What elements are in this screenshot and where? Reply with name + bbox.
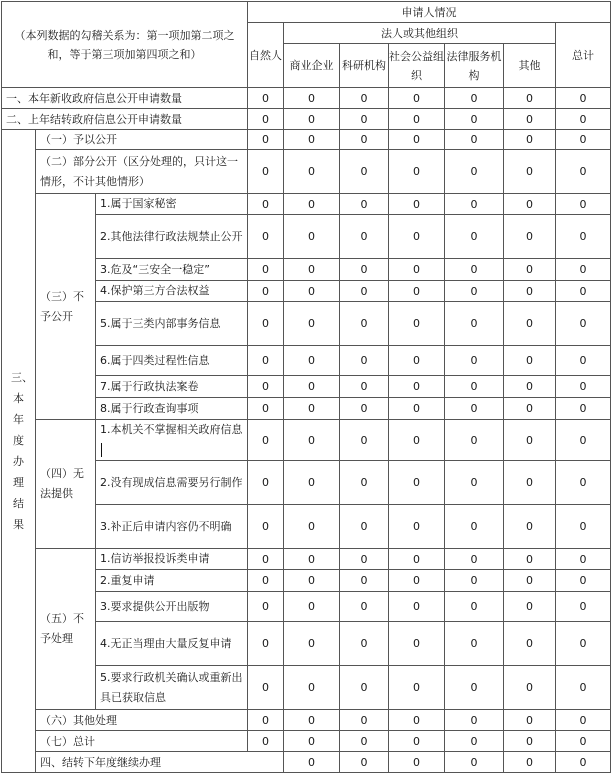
- header-applicant-situation: 申请人情况: [248, 2, 611, 23]
- value-cell: 0: [504, 109, 556, 130]
- value-cell: 0: [389, 622, 445, 666]
- header-commercial: 商业企业: [284, 44, 340, 88]
- value-cell: 0: [340, 346, 389, 376]
- value-cell: 0: [556, 710, 611, 731]
- value-cell: 0: [340, 109, 389, 130]
- value-cell: 0: [556, 302, 611, 346]
- value-cell: 0: [389, 259, 445, 281]
- value-cell: 0: [556, 150, 611, 194]
- row-label: 4.无正当理由大量反复申请: [96, 622, 248, 666]
- value-cell: 0: [389, 346, 445, 376]
- value-cell: 0: [445, 376, 504, 398]
- table-row: [2, 88, 611, 109]
- value-cell: 0: [340, 376, 389, 398]
- table-row: [2, 731, 611, 752]
- value-cell: 0: [504, 710, 556, 731]
- value-cell: 0: [248, 259, 284, 281]
- value-cell: 0: [445, 150, 504, 194]
- value-cell: 0: [284, 259, 340, 281]
- value-cell: 0: [284, 194, 340, 215]
- value-cell: 0: [284, 302, 340, 346]
- value-cell: 0: [248, 549, 284, 570]
- row-label: 8.属于行政查询事项: [96, 398, 248, 420]
- value-cell: 0: [504, 592, 556, 622]
- value-cell: 0: [340, 194, 389, 215]
- row-label: [96, 420, 248, 461]
- value-cell: 0: [556, 398, 611, 420]
- row-label: 一、本年新收政府信息公开申请数量: [2, 88, 248, 109]
- value-cell: 0: [556, 281, 611, 302]
- value-cell: 0: [284, 376, 340, 398]
- value-cell: 0: [248, 150, 284, 194]
- row-label: 5.要求行政机关确认或重新出具已获取信息: [96, 666, 248, 710]
- value-cell: 0: [284, 398, 340, 420]
- header-other: 其他: [504, 44, 556, 88]
- value-cell: 0: [248, 666, 284, 710]
- value-cell: 0: [556, 88, 611, 109]
- value-cell: 0: [284, 731, 340, 752]
- value-cell: 0: [445, 592, 504, 622]
- value-cell: 0: [445, 710, 504, 731]
- row-label: （二）部分公开（区分处理的，只计这一情形，不计其他情形）: [36, 150, 248, 194]
- value-cell: 0: [556, 194, 611, 215]
- value-cell: 0: [340, 281, 389, 302]
- group-label: （五）不予处理: [36, 549, 96, 710]
- value-cell: 0: [445, 731, 504, 752]
- value-cell: 0: [504, 281, 556, 302]
- value-cell: 0: [340, 752, 389, 773]
- value-cell: 0: [556, 109, 611, 130]
- group-label: （三）不予公开: [36, 194, 96, 420]
- value-cell: 0: [504, 731, 556, 752]
- value-cell: 0: [389, 461, 445, 505]
- value-cell: 0: [340, 505, 389, 549]
- value-cell: 0: [389, 398, 445, 420]
- value-cell: 0: [504, 130, 556, 150]
- value-cell: 0: [389, 710, 445, 731]
- row-label: 3.补正后申请内容仍不明确: [96, 505, 248, 549]
- value-cell: 0: [248, 622, 284, 666]
- table-row: [2, 109, 611, 130]
- row-label: 7.属于行政执法案卷: [96, 376, 248, 398]
- row-label: 四、结转下年度继续办理: [36, 752, 284, 773]
- value-cell: 0: [248, 461, 284, 505]
- value-cell: 0: [389, 666, 445, 710]
- row-label: 2.重复申请: [96, 570, 248, 592]
- value-cell: 0: [389, 592, 445, 622]
- value-cell: 0: [556, 215, 611, 259]
- row-label: 4.保护第三方合法权益: [96, 281, 248, 302]
- value-cell: 0: [389, 109, 445, 130]
- value-cell: 0: [389, 505, 445, 549]
- header-legal-entities: 法人或其他组织: [284, 23, 556, 44]
- header-research: 科研机构: [340, 44, 389, 88]
- value-cell: 0: [445, 215, 504, 259]
- row-label: 5.属于三类内部事务信息: [96, 302, 248, 346]
- value-cell: 0: [556, 622, 611, 666]
- row-label: 2.没有现成信息需要另行制作: [96, 461, 248, 505]
- value-cell: 0: [504, 150, 556, 194]
- value-cell: 0: [340, 731, 389, 752]
- row-label: 3.要求提供公开出版物: [96, 592, 248, 622]
- table-row: [2, 710, 611, 731]
- row-label: 1.属于国家秘密: [96, 194, 248, 215]
- value-cell: 0: [445, 281, 504, 302]
- table-row: [2, 420, 611, 461]
- value-cell: 0: [445, 302, 504, 346]
- value-cell: 0: [389, 150, 445, 194]
- value-cell: 0: [389, 420, 445, 461]
- value-cell: 0: [445, 752, 504, 773]
- row-label-text: 1.本机关不掌握相关政府信息: [100, 423, 243, 436]
- value-cell: 0: [284, 420, 340, 461]
- value-cell: 0: [556, 666, 611, 710]
- value-cell: 0: [284, 150, 340, 194]
- value-cell: 0: [504, 346, 556, 376]
- value-cell: 0: [504, 752, 556, 773]
- row-label: （一）予以公开: [36, 130, 248, 150]
- value-cell: 0: [248, 130, 284, 150]
- value-cell: 0: [445, 505, 504, 549]
- value-cell: 0: [248, 346, 284, 376]
- value-cell: 0: [340, 622, 389, 666]
- section3-label: 三、本年度办理结果: [2, 130, 36, 773]
- value-cell: 0: [340, 549, 389, 570]
- value-cell: 0: [445, 549, 504, 570]
- value-cell: 0: [340, 130, 389, 150]
- value-cell: 0: [445, 88, 504, 109]
- value-cell: 0: [504, 666, 556, 710]
- value-cell: 0: [248, 281, 284, 302]
- value-cell: 0: [340, 215, 389, 259]
- value-cell: 0: [389, 376, 445, 398]
- value-cell: 0: [284, 109, 340, 130]
- value-cell: 0: [556, 376, 611, 398]
- value-cell: 0: [284, 130, 340, 150]
- disclosure-table: [1, 1, 611, 773]
- value-cell: 0: [340, 420, 389, 461]
- value-cell: 0: [248, 570, 284, 592]
- value-cell: 0: [389, 731, 445, 752]
- header-description: （本列数据的勾稽关系为：第一项加第二项之和，等于第三项加第四项之和）: [2, 2, 248, 88]
- value-cell: 0: [504, 549, 556, 570]
- value-cell: 0: [445, 622, 504, 666]
- value-cell: 0: [284, 570, 340, 592]
- row-label: （六）其他处理: [36, 710, 248, 731]
- table-row: [2, 752, 611, 773]
- group-label: （四）无法提供: [36, 420, 96, 549]
- value-cell: 0: [389, 302, 445, 346]
- row-label: 二、上年结转政府信息公开申请数量: [2, 109, 248, 130]
- value-cell: 0: [284, 622, 340, 666]
- value-cell: 0: [556, 549, 611, 570]
- value-cell: 0: [340, 302, 389, 346]
- value-cell: 0: [284, 710, 340, 731]
- value-cell: 0: [389, 570, 445, 592]
- value-cell: 0: [445, 194, 504, 215]
- value-cell: 0: [340, 150, 389, 194]
- value-cell: 0: [556, 505, 611, 549]
- value-cell: 0: [504, 302, 556, 346]
- value-cell: 0: [248, 398, 284, 420]
- value-cell: 0: [340, 461, 389, 505]
- value-cell: 0: [248, 109, 284, 130]
- value-cell: 0: [556, 752, 611, 773]
- value-cell: 0: [284, 281, 340, 302]
- value-cell: 0: [445, 420, 504, 461]
- value-cell: 0: [504, 570, 556, 592]
- value-cell: 0: [248, 592, 284, 622]
- value-cell: 0: [504, 215, 556, 259]
- value-cell: 0: [248, 376, 284, 398]
- value-cell: 0: [284, 752, 340, 773]
- table-row: [2, 150, 611, 194]
- value-cell: 0: [504, 505, 556, 549]
- value-cell: 0: [284, 666, 340, 710]
- value-cell: 0: [556, 570, 611, 592]
- value-cell: 0: [504, 398, 556, 420]
- value-cell: 0: [248, 194, 284, 215]
- value-cell: 0: [340, 570, 389, 592]
- value-cell: 0: [284, 592, 340, 622]
- value-cell: 0: [248, 710, 284, 731]
- text-cursor: [101, 443, 102, 457]
- value-cell: 0: [284, 88, 340, 109]
- value-cell: 0: [248, 505, 284, 549]
- value-cell: 0: [556, 461, 611, 505]
- value-cell: 0: [389, 215, 445, 259]
- value-cell: 0: [284, 346, 340, 376]
- value-cell: 0: [248, 420, 284, 461]
- value-cell: 0: [556, 130, 611, 150]
- value-cell: 0: [248, 88, 284, 109]
- value-cell: 0: [445, 570, 504, 592]
- value-cell: 0: [445, 259, 504, 281]
- value-cell: 0: [556, 346, 611, 376]
- value-cell: 0: [284, 215, 340, 259]
- row-label: 1.信访举报投诉类申请: [96, 549, 248, 570]
- value-cell: 0: [248, 731, 284, 752]
- value-cell: 0: [445, 398, 504, 420]
- value-cell: 0: [556, 420, 611, 461]
- header-legal-service: 法律服务机构: [445, 44, 504, 88]
- value-cell: 0: [445, 130, 504, 150]
- value-cell: 0: [504, 194, 556, 215]
- value-cell: 0: [389, 194, 445, 215]
- value-cell: 0: [504, 461, 556, 505]
- value-cell: 0: [340, 259, 389, 281]
- value-cell: 0: [340, 666, 389, 710]
- value-cell: 0: [445, 666, 504, 710]
- value-cell: 0: [248, 215, 284, 259]
- value-cell: 0: [284, 505, 340, 549]
- value-cell: 0: [556, 592, 611, 622]
- value-cell: 0: [504, 259, 556, 281]
- value-cell: 0: [389, 752, 445, 773]
- row-label: 6.属于四类过程性信息: [96, 346, 248, 376]
- value-cell: 0: [340, 88, 389, 109]
- value-cell: 0: [556, 731, 611, 752]
- value-cell: 0: [504, 376, 556, 398]
- value-cell: 0: [340, 398, 389, 420]
- value-cell: 0: [445, 109, 504, 130]
- value-cell: 0: [445, 461, 504, 505]
- table-row: [2, 194, 611, 215]
- table-row: [2, 549, 611, 570]
- header-social-welfare: 社会公益组织: [389, 44, 445, 88]
- header-total: 总计: [556, 23, 611, 88]
- value-cell: 0: [504, 420, 556, 461]
- table-row: [2, 130, 611, 150]
- value-cell: 0: [340, 710, 389, 731]
- value-cell: 0: [389, 549, 445, 570]
- row-label: 3.危及“三安全一稳定”: [96, 259, 248, 281]
- value-cell: 0: [556, 259, 611, 281]
- value-cell: 0: [284, 461, 340, 505]
- value-cell: 0: [504, 622, 556, 666]
- value-cell: 0: [389, 130, 445, 150]
- value-cell: 0: [389, 281, 445, 302]
- row-label: （七）总计: [36, 731, 248, 752]
- header-natural-person: 自然人: [248, 23, 284, 88]
- value-cell: 0: [389, 88, 445, 109]
- value-cell: 0: [504, 88, 556, 109]
- value-cell: 0: [445, 346, 504, 376]
- value-cell: 0: [340, 592, 389, 622]
- value-cell: 0: [248, 302, 284, 346]
- row-label: 2.其他法律行政法规禁止公开: [96, 215, 248, 259]
- value-cell: 0: [284, 549, 340, 570]
